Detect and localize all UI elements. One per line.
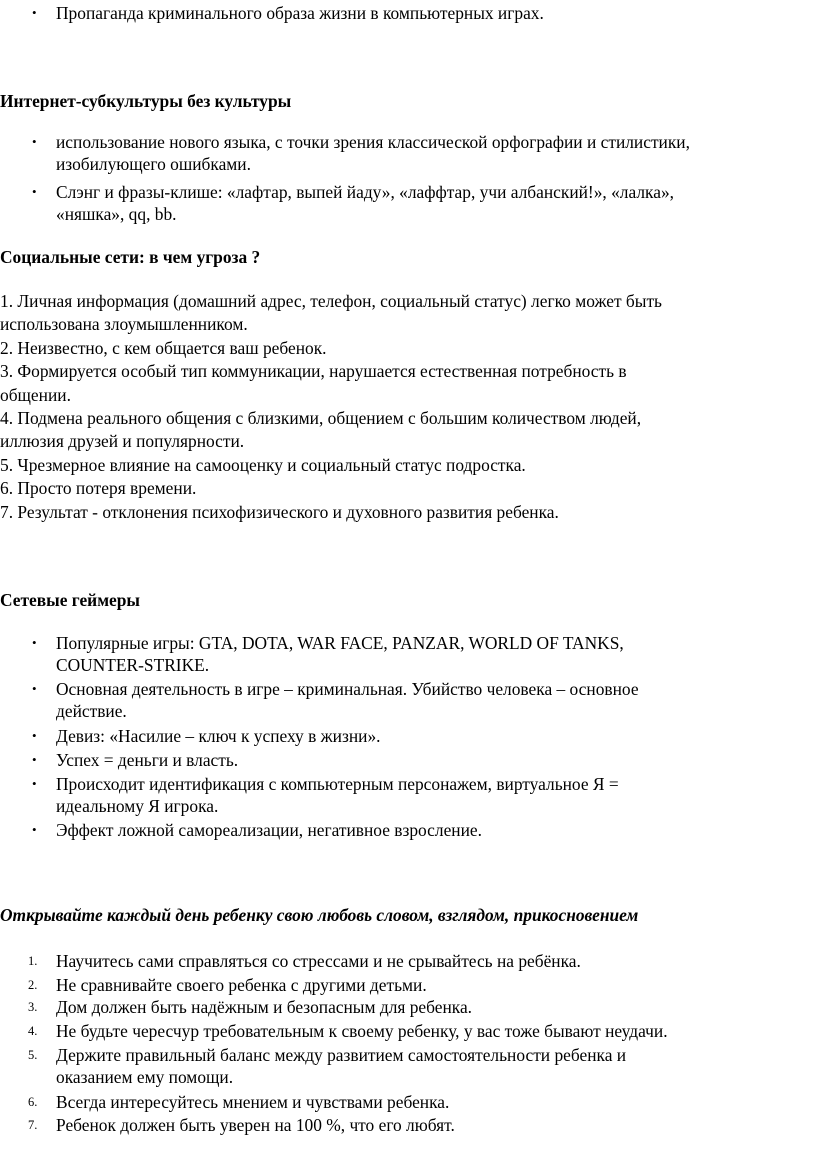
list-item: иллюзия друзей и популярности.: [0, 431, 245, 452]
list-item: Дом должен быть надёжным и безопасным для ребенка.: [56, 997, 473, 1017]
list-number: 6.: [28, 1095, 38, 1109]
list-item: 4. Подмена реального общения с близкими, общением с большим количеством людей,: [0, 408, 642, 428]
section-heading: Социальные сети: в чем угроза ?: [0, 247, 261, 267]
list-item: общении.: [0, 384, 71, 405]
bullet-icon: •: [32, 752, 37, 767]
list-item: 7. Результат - отклонения психофизического и духовного развития ребенка.: [0, 501, 559, 522]
list-number: 3.: [28, 1000, 38, 1014]
bullet-icon: •: [32, 776, 37, 791]
list-item: 5. Чрезмерное влияние на самооценку и социальный статус подростка.: [0, 454, 526, 475]
list-item: 6. Просто потеря времени.: [0, 478, 197, 499]
section-heading: Интернет-субкультуры без культуры: [0, 91, 292, 111]
list-item: Всегда интересуйтесь мнением и чувствами ребенка.: [56, 1092, 450, 1112]
bullet-icon: •: [32, 822, 37, 837]
list-number: 4.: [28, 1024, 38, 1038]
list-item: 3. Формируется особый тип коммуникации, нарушается естественная потребность в: [0, 361, 627, 382]
list-number: 7.: [28, 1118, 38, 1132]
list-number: 5.: [28, 1048, 38, 1062]
list-item: Девиз: «Насилие – ключ к успеху в жизни».: [56, 726, 381, 746]
list-item: Ребенок должен быть уверен на 100 %, что его любят.: [56, 1115, 455, 1135]
bullet-icon: •: [32, 728, 37, 743]
bullet-icon: •: [32, 635, 37, 650]
bullet-icon: •: [32, 681, 37, 696]
list-item: 1. Личная информация (домашний адрес, телефон, социальный статус) легко может быть: [0, 291, 662, 311]
list-item: Популярные игры: GTA, DOTA, WAR FACE, PANZAR, WORLD OF TANKS,: [56, 633, 624, 653]
list-item: Происходит идентификация с компьютерным персонажем, виртуальное Я =: [56, 774, 619, 794]
list-item: оказанием ему помощи.: [56, 1067, 234, 1087]
list-item: использование нового языка, с точки зрения классической орфографии и стилистики,: [56, 132, 690, 152]
list-item: Не будьте чересчур требовательным к своему ребенку, у вас тоже бывают неудачи.: [56, 1021, 668, 1041]
list-item: «няшка», qq, bb.: [56, 204, 177, 224]
list-item: Слэнг и фразы-клише: «лафтар, выпей йаду», «лаффтар, учи албанский!», «лалка»,: [56, 182, 674, 202]
list-item: Держите правильный баланс между развитием самостоятельности ребенка и: [56, 1045, 627, 1065]
list-item: Успех = деньги и власть.: [56, 750, 239, 770]
list-item: COUNTER-STRIKE.: [56, 655, 210, 675]
list-item: использована злоумышленником.: [0, 314, 248, 335]
list-number: 1.: [28, 954, 38, 968]
list-item: Эффект ложной самореализации, негативное взросление.: [56, 820, 482, 840]
list-item: Не сравнивайте своего ребенка с другими детьми.: [56, 975, 427, 995]
list-number: 2.: [28, 978, 38, 992]
list-item: Основная деятельность в игре – криминальная. Убийство человека – основное: [56, 679, 639, 699]
bullet-icon: •: [32, 184, 37, 199]
list-item: Научитесь сами справляться со стрессами и не срывайтесь на ребёнка.: [56, 951, 581, 971]
list-item: идеальному Я игрока.: [56, 796, 219, 816]
list-item: Пропаганда криминального образа жизни в компьютерных играх.: [56, 3, 544, 23]
section-heading: Открывайте каждый день ребенку свою любовь словом, взглядом, прикосновением: [0, 905, 639, 925]
list-item: действие.: [56, 701, 127, 721]
section-heading: Сетевые геймеры: [0, 590, 141, 610]
list-item: изобилующего ошибками.: [56, 154, 251, 174]
list-item: 2. Неизвестно, с кем общается ваш ребенок.: [0, 337, 327, 358]
bullet-icon: •: [32, 134, 37, 149]
bullet-icon: •: [32, 5, 37, 20]
